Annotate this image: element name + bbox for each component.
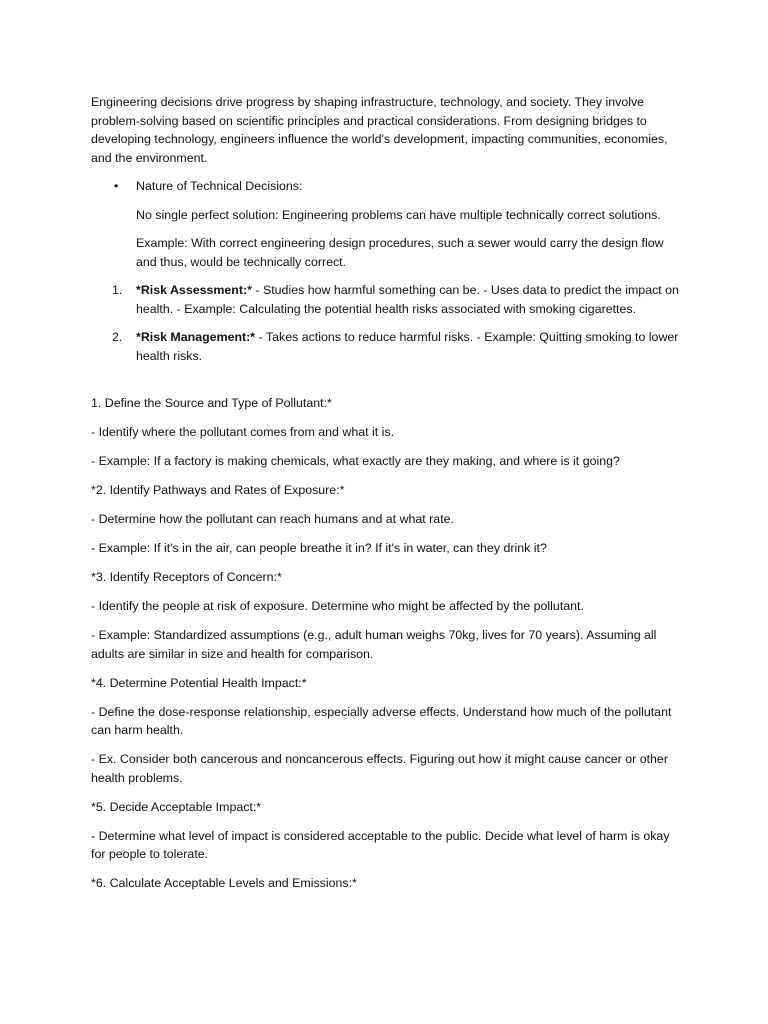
step-heading-1: 1. Define the Source and Type of Pollutant:* <box>91 396 332 410</box>
bullet-item <box>114 177 681 196</box>
item-heading: *Risk Assessment:* <box>136 283 252 297</box>
bullet-title: Nature of Technical Decisions: <box>136 179 303 193</box>
bullet-paragraph-2: Example: With correct engineering design procedures, such a sewer would carry the design flow and thus, would be technically correct. <box>136 236 664 269</box>
numbered-item-2 <box>112 328 681 365</box>
item-heading: *Risk Management:* <box>136 330 256 344</box>
step-heading-6: *6. Calculate Acceptable Levels and Emissions:* <box>91 876 357 890</box>
step-heading-3: *3. Identify Receptors of Concern:* <box>91 570 282 584</box>
step-heading-4: *4. Determine Potential Health Impact:* <box>91 675 307 690</box>
spacer <box>91 375 681 394</box>
item-number: 2. <box>112 330 123 344</box>
step-text: - Identify the people at risk of exposure. Determine who might be affected by the pollutant. <box>91 599 584 613</box>
numbered-item-1 <box>112 281 681 318</box>
document-body <box>91 93 681 903</box>
bullet-mark: • <box>114 179 119 193</box>
step-heading-5: *5. Decide Acceptable Impact:* <box>91 799 262 814</box>
step-example: - Example: If a factory is making chemicals, what exactly are they making, and where is it going? <box>91 454 620 468</box>
step-text: - Define the dose-response relationship, especially adverse effects. Understand how much of the pollutant can harm health. <box>91 704 672 737</box>
step-example: - Ex. Consider both cancerous and noncancerous effects. Figuring out how it might cause cancer or other health problems. <box>91 752 668 785</box>
bullet-paragraph-1: No single perfect solution: Engineering problems can have multiple technically correct solutions. <box>136 207 661 222</box>
step-example: - Example: If it's in the air, can people breathe it in? If it's in water, can they drink it? <box>91 541 547 555</box>
step-text: - Determine how the pollutant can reach humans and at what rate. <box>91 512 454 526</box>
item-text: - Takes actions to reduce harmful risks. - Example: Quitting smoking to lower health risks. <box>136 330 679 363</box>
intro-paragraph: Engineering decisions drive progress by shaping infrastructure, technology, and society. They involve problem-solving based on scientific principles and practical considerations. From designing bridges to developing technology, engineers influence the world's development, impacting communities, economies, and the environment. <box>91 95 668 165</box>
item-number: 1. <box>112 283 123 297</box>
step-text: - Determine what level of impact is considered acceptable to the public. Decide what level of harm is okay for people to tolerate. <box>91 828 670 861</box>
item-text: - Studies how harmful something can be. - Uses data to predict the impact on health. - Example: Calculating the potential health risks associated with smoking cigarettes. <box>136 283 679 316</box>
step-text: - Identify where the pollutant comes from and what it is. <box>91 425 395 439</box>
step-example: - Example: Standardized assumptions (e.g., adult human weighs 70kg, lives for 70 years). Assuming all adults are similar in size and health for comparison. <box>91 628 657 661</box>
step-heading-2: *2. Identify Pathways and Rates of Exposure:* <box>91 483 345 497</box>
